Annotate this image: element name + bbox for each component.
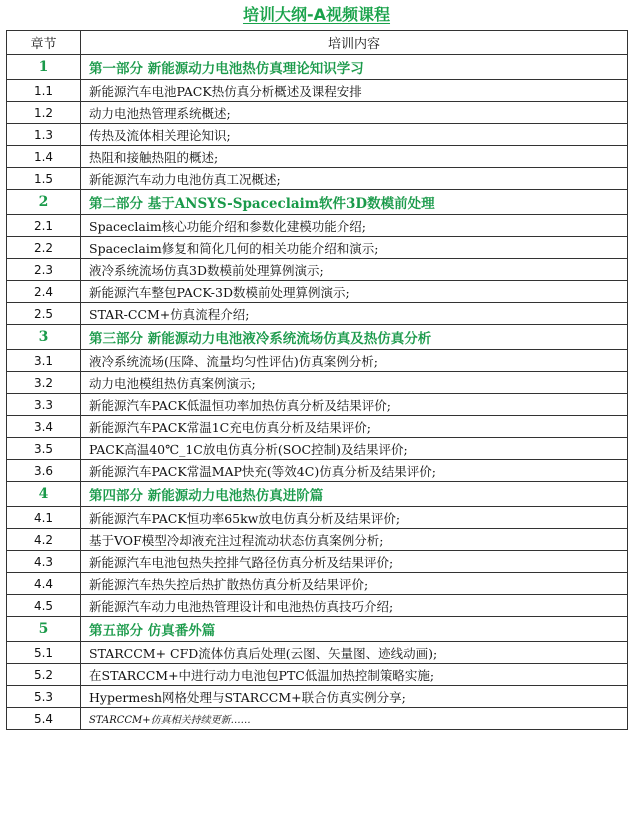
section-row xyxy=(7,325,628,350)
document-title: 培训大纲-A视频课程 xyxy=(242,5,391,24)
table-row xyxy=(7,438,628,460)
section-title: 第二部分 基于ANSYS-Spaceclaim软件3D数模前处理 xyxy=(81,190,628,215)
chapter-content: 新能源汽车PACK常温MAP快充(等效4C)仿真分析及结果评价; xyxy=(81,460,628,482)
chapter-number: 3.4 xyxy=(7,416,81,438)
section-number: 5 xyxy=(7,617,81,642)
table-row xyxy=(7,281,628,303)
chapter-content: 液冷系统流场仿真3D数模前处理算例演示; xyxy=(81,259,628,281)
chapter-content: 新能源汽车动力电池热管理设计和电池热仿真技巧介绍; xyxy=(81,595,628,617)
table-row xyxy=(7,460,628,482)
table-row xyxy=(7,529,628,551)
chapter-number: 4.4 xyxy=(7,573,81,595)
table-row xyxy=(7,416,628,438)
chapter-number: 2.4 xyxy=(7,281,81,303)
chapter-number: 1.5 xyxy=(7,168,81,190)
chapter-content: 传热及流体相关理论知识; xyxy=(81,124,628,146)
chapter-content: 新能源汽车整包PACK-3D数模前处理算例演示; xyxy=(81,281,628,303)
chapter-number: 3.6 xyxy=(7,460,81,482)
chapter-number: 1.2 xyxy=(7,102,81,124)
section-row xyxy=(7,190,628,215)
chapter-number: 1.4 xyxy=(7,146,81,168)
chapter-number: 4.5 xyxy=(7,595,81,617)
header-chapter: 章节 xyxy=(7,31,81,55)
table-row xyxy=(7,259,628,281)
chapter-content: 新能源汽车PACK常温1C充电仿真分析及结果评价; xyxy=(81,416,628,438)
chapter-number: 4.3 xyxy=(7,551,81,573)
chapter-number: 5.1 xyxy=(7,642,81,664)
chapter-content: Hypermesh网格处理与STARCCM+联合仿真实例分享; xyxy=(81,686,628,708)
chapter-number: 5.2 xyxy=(7,664,81,686)
table-row xyxy=(7,350,628,372)
table-row xyxy=(7,102,628,124)
chapter-content: 新能源汽车PACK低温恒功率加热仿真分析及结果评价; xyxy=(81,394,628,416)
chapter-content: 液冷系统流场(压降、流量均匀性评估)仿真案例分析; xyxy=(81,350,628,372)
chapter-number: 3.3 xyxy=(7,394,81,416)
chapter-number: 1.1 xyxy=(7,80,81,102)
table-row xyxy=(7,595,628,617)
table-row xyxy=(7,551,628,573)
chapter-content: 动力电池热管理系统概述; xyxy=(81,102,628,124)
chapter-content: 新能源汽车电池包热失控排气路径仿真分析及结果评价; xyxy=(81,551,628,573)
section-number: 4 xyxy=(7,482,81,507)
chapter-content: 新能源汽车热失控后热扩散热仿真分析及结果评价; xyxy=(81,573,628,595)
outline-rows xyxy=(7,55,628,730)
chapter-content: 新能源汽车PACK恒功率65kw放电仿真分析及结果评价; xyxy=(81,507,628,529)
table-row xyxy=(7,708,628,730)
table-row xyxy=(7,642,628,664)
chapter-content: Spaceclaim核心功能介绍和参数化建模功能介绍; xyxy=(81,215,628,237)
chapter-content: 基于VOF模型冷却液充注过程流动状态仿真案例分析; xyxy=(81,529,628,551)
chapter-number: 1.3 xyxy=(7,124,81,146)
chapter-content: STARCCM+仿真相关持续更新…… xyxy=(81,708,628,730)
table-row xyxy=(7,215,628,237)
table-row xyxy=(7,686,628,708)
outline-table xyxy=(6,30,628,730)
chapter-content: PACK高温40℃_1C放电仿真分析(SOC控制)及结果评价; xyxy=(81,438,628,460)
section-row xyxy=(7,617,628,642)
table-row xyxy=(7,573,628,595)
section-row xyxy=(7,55,628,80)
table-header-row xyxy=(7,31,628,55)
chapter-number: 4.2 xyxy=(7,529,81,551)
chapter-content: 动力电池模组热仿真案例演示; xyxy=(81,372,628,394)
section-title: 第三部分 新能源动力电池液冷系统流场仿真及热仿真分析 xyxy=(81,325,628,350)
chapter-number: 5.4 xyxy=(7,708,81,730)
table-row xyxy=(7,394,628,416)
table-row xyxy=(7,237,628,259)
section-number: 1 xyxy=(7,55,81,80)
chapter-content: STARCCM+ CFD流体仿真后处理(云图、矢量图、迹线动画); xyxy=(81,642,628,664)
chapter-number: 3.2 xyxy=(7,372,81,394)
chapter-content: 热阻和接触热阻的概述; xyxy=(81,146,628,168)
chapter-number: 2.2 xyxy=(7,237,81,259)
table-row xyxy=(7,303,628,325)
chapter-content: 新能源汽车动力电池仿真工况概述; xyxy=(81,168,628,190)
chapter-content: STAR-CCM+仿真流程介绍; xyxy=(81,303,628,325)
chapter-number: 2.5 xyxy=(7,303,81,325)
section-title: 第四部分 新能源动力电池热仿真进阶篇 xyxy=(81,482,628,507)
chapter-number: 3.1 xyxy=(7,350,81,372)
section-title: 第五部分 仿真番外篇 xyxy=(81,617,628,642)
chapter-content: Spaceclaim修复和简化几何的相关功能介绍和演示; xyxy=(81,237,628,259)
chapter-number: 2.1 xyxy=(7,215,81,237)
table-row xyxy=(7,507,628,529)
section-number: 3 xyxy=(7,325,81,350)
table-row xyxy=(7,124,628,146)
section-number: 2 xyxy=(7,190,81,215)
chapter-content: 在STARCCM+中进行动力电池包PTC低温加热控制策略实施; xyxy=(81,664,628,686)
chapter-number: 4.1 xyxy=(7,507,81,529)
table-row xyxy=(7,80,628,102)
section-row xyxy=(7,482,628,507)
chapter-content: 新能源汽车电池PACK热仿真分析概述及课程安排 xyxy=(81,80,628,102)
chapter-number: 5.3 xyxy=(7,686,81,708)
table-row xyxy=(7,664,628,686)
chapter-number: 2.3 xyxy=(7,259,81,281)
table-row xyxy=(7,146,628,168)
section-title: 第一部分 新能源动力电池热仿真理论知识学习 xyxy=(81,55,628,80)
chapter-number: 3.5 xyxy=(7,438,81,460)
table-row xyxy=(7,372,628,394)
table-row xyxy=(7,168,628,190)
header-content: 培训内容 xyxy=(81,31,628,55)
